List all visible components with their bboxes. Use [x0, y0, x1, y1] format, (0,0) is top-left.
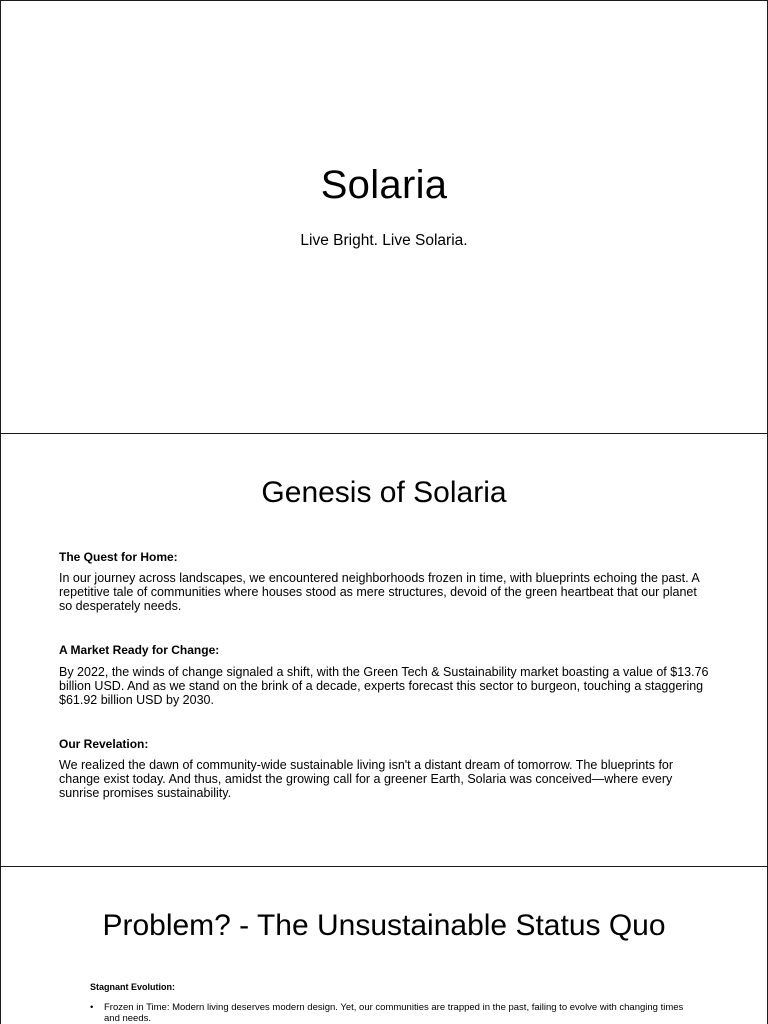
slide-title: Solaria — [320, 163, 448, 207]
bullet-text: Frozen in Time: Modern living deserves modern design. Yet, our communities are trapped in the past, failing to evolve with changing times and needs. — [104, 1002, 684, 1024]
slide-title: Problem? - The Unsustainable Status Quo — [102, 909, 666, 942]
slide-title: Genesis of Solaria — [261, 476, 507, 509]
title-slide — [0, 0, 768, 434]
slide-subtitle: Live Bright. Live Solaria. — [300, 232, 468, 249]
list-item — [90, 1002, 690, 1024]
section-heading: The Quest for Home: — [59, 550, 178, 564]
bullet-marker: • — [90, 1002, 94, 1013]
section-body: We realized the dawn of community-wide sustainable living isn't a distant dream of tomorrow. The blueprints for change exist today. And thus, amidst the growing call for a greener Earth, Solaria was conceived—where every sunrise promises sustainability. — [59, 758, 674, 800]
problem-slide — [0, 866, 768, 1024]
section-heading: A Market Ready for Change: — [59, 643, 220, 657]
section-heading: Stagnant Evolution: — [90, 982, 175, 992]
section-heading: Our Revelation: — [59, 737, 149, 751]
section-body: By 2022, the winds of change signaled a shift, with the Green Tech & Sustainability market boasting a value of $13.76 billion USD. And as we stand on the brink of a decade, experts forecast this sector to burgeon, touching a staggering $61.92 billion USD by 2030. — [59, 665, 709, 707]
section-body: In our journey across landscapes, we encountered neighborhoods frozen in time, with blueprints echoing the past. A repetitive tale of communities where houses stood as mere structures, devoid of the green heartbeat that our planet so desperately needs. — [59, 571, 699, 613]
genesis-slide — [0, 433, 768, 867]
